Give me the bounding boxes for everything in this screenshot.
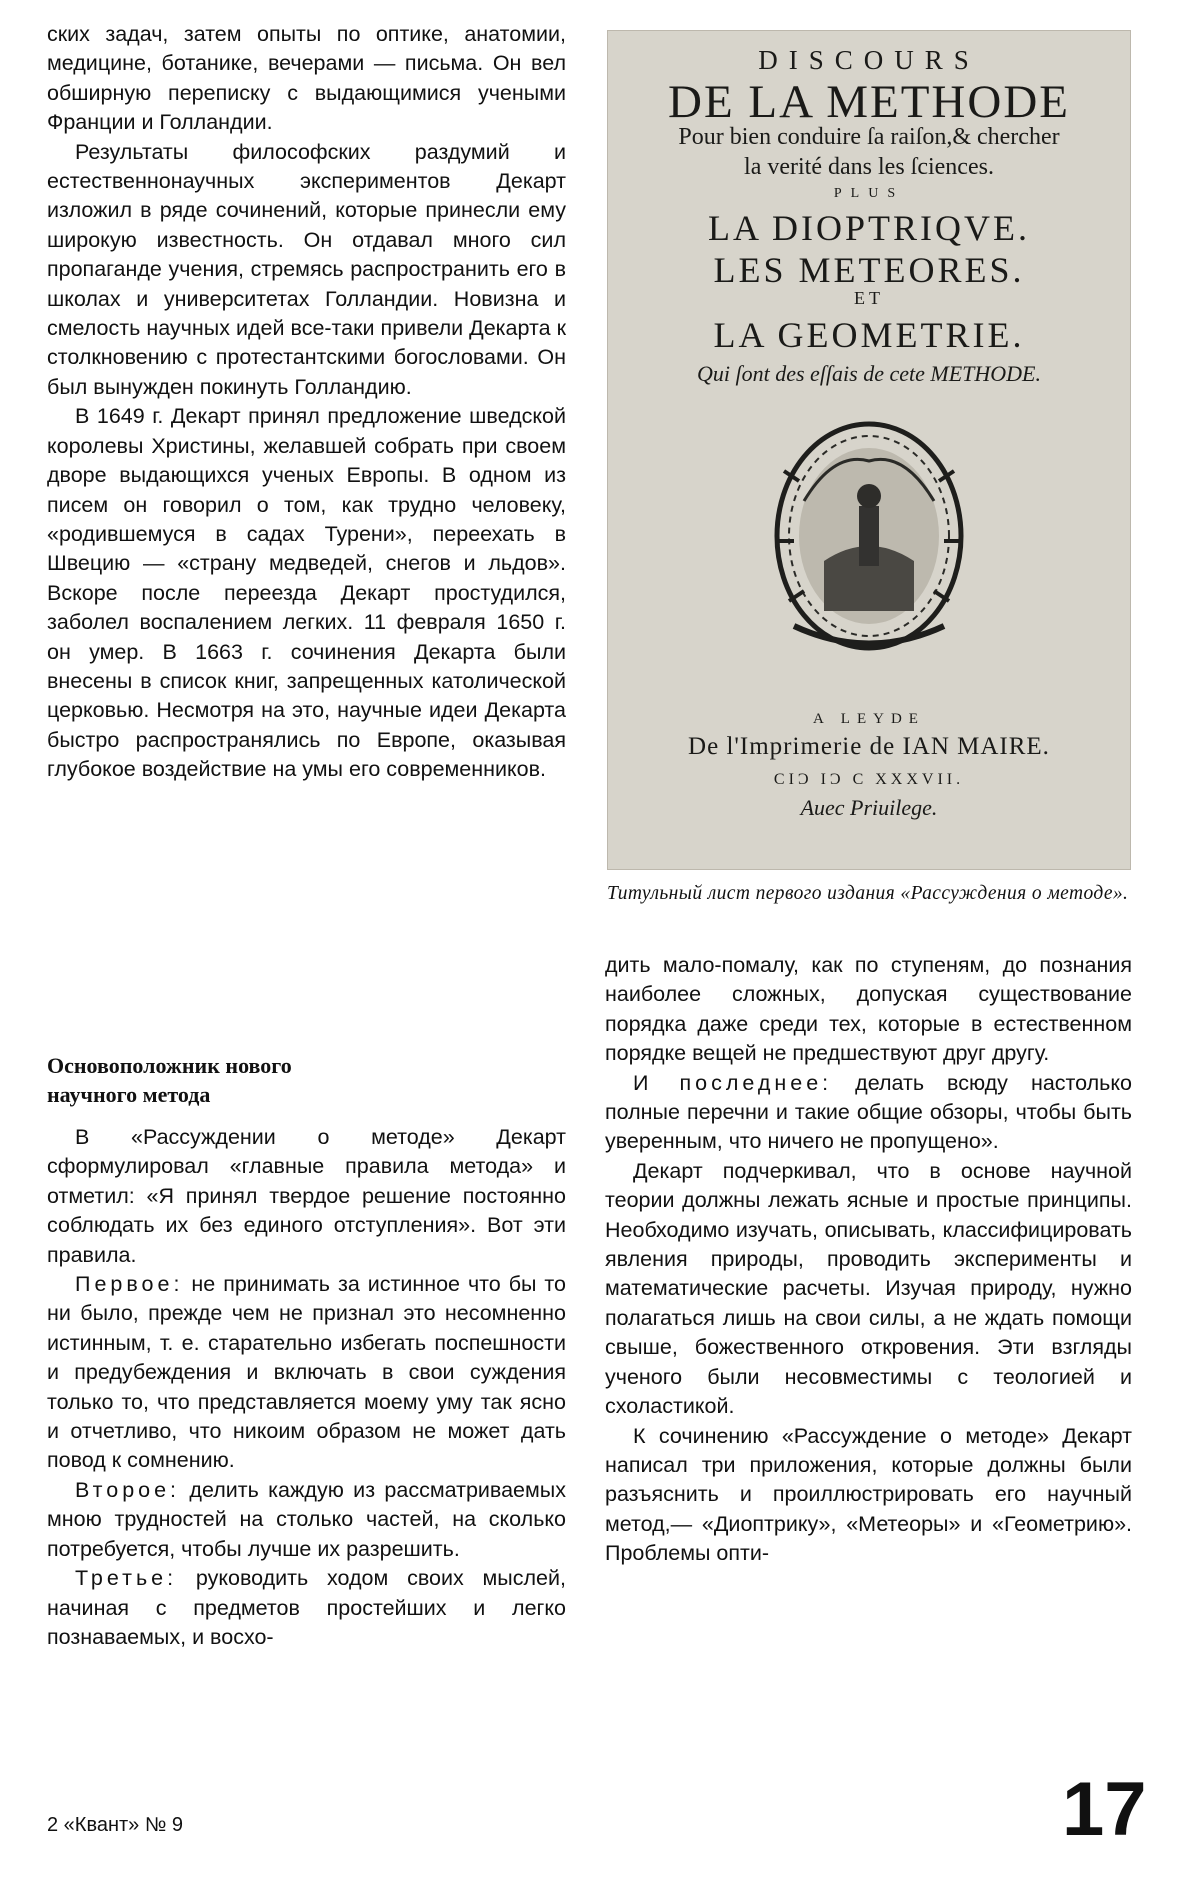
title-line: CIƆ IƆ C XXXVII.	[773, 771, 965, 788]
figure-caption: Титульный лист первого издания «Рассуждения о методе».	[607, 883, 1129, 904]
rule-label: Третье:	[75, 1566, 178, 1591]
left-column-bottom	[47, 1123, 566, 1652]
title-line: LA GEOMETRIE.	[713, 315, 1025, 355]
rule-paragraph	[47, 1476, 566, 1564]
title-line: DISCOURS	[758, 45, 980, 75]
title-line: A LEYDE	[813, 711, 925, 727]
rule-paragraph	[605, 1069, 1132, 1157]
right-column-bottom	[605, 951, 1132, 1569]
title-line: ET	[854, 288, 884, 308]
title-line: LA DIOPTRIQVE.	[708, 208, 1030, 248]
paragraph: Результаты философских раздумий и естественнонаучных экспериментов Декарт изложил в ряде сочинений, которые принесли ему широкую известность. Он отдавал много сил пропаганде учения, стремясь распространить его в школах и университетах Голландии. Новизна и смелость научных идей все-таки привели Декарта к столкновению с протестантскими богословами. Он был вынужден покинуть Голландию.	[47, 139, 566, 399]
title-line: PLUS	[833, 186, 905, 201]
left-column-top	[47, 20, 566, 785]
rule-text: не принимать за истинное что бы то ни было, прежде чем не признал это несомненно истинным, т. е. старательно избегать поспешности и предубеждения и включать в свои суждения только то, что представляется моему уму так ясно и отчетливо, что никоим образом не может дать повод к сомнению.	[47, 1272, 566, 1473]
paragraph: Декарт подчеркивал, что в основе научной теории должны лежать ясные и простые принципы. Необходимо изучать, описывать, классифицировать явления природы, проводить эксперименты и математические расчеты. Изучая природу, нужно полагаться лишь на свои силы, а не ждать помощи свыше, божественного откровения. Эти взгляды ученого были несовместимы с теологией и схоластикой.	[605, 1158, 1132, 1419]
paragraph: ских задач, затем опыты по оптике, анатомии, медицине, ботанике, вечерами — письма. Он вел обширную переписку с выдающимися учеными Франции и Голландии.	[47, 22, 566, 135]
paragraph: К сочинению «Рассуждение о методе» Декарт написал три приложения, которые должны были разъяснить и проиллюстрировать его научный метод,— «Диоптрику», «Метеоры» и «Геометрию». Проблемы опти-	[605, 1423, 1132, 1566]
title-line: Pour bien conduire ſa raiſon,& chercher	[678, 124, 1060, 150]
section-heading-line: научного метода	[47, 1082, 211, 1107]
title-line: DE LA METHODE	[668, 76, 1070, 128]
title-line: Auec Priuilege.	[800, 795, 938, 820]
rule-label: Первое:	[75, 1272, 184, 1297]
issue-label: 2 «Квант» № 9	[47, 1814, 183, 1836]
printer-device-emblem	[764, 411, 974, 671]
rule-label: И последнее:	[633, 1070, 833, 1095]
paragraph: дить мало-помалу, как по ступеням, до познания наиболее сложных, допуская существование порядка даже среди тех, которые в естественном порядке вещей не предшествуют друг другу.	[605, 953, 1132, 1066]
rule-text: руководить ходом своих мыслей, начиная с предметов простейших и легко познаваемых, и восхо-	[47, 1566, 566, 1649]
title-line: la verité dans les ſciences.	[744, 154, 994, 180]
title-line: Qui ſont des eſſais de cete METHODE.	[697, 361, 1041, 386]
title-line: LES METEORES.	[713, 250, 1025, 290]
section-heading	[47, 1051, 566, 1109]
rule-paragraph	[47, 1270, 566, 1476]
rule-paragraph	[47, 1564, 566, 1652]
title-line: De l'Imprimerie de IAN MAIRE.	[688, 733, 1050, 760]
title-page-image	[607, 30, 1131, 870]
page-number: 17	[1062, 1767, 1147, 1852]
rule-label: Второе:	[75, 1477, 181, 1502]
section-heading-line: Основоположник нового	[47, 1053, 292, 1078]
rule-text: делать всюду настолько полные перечни и такие общие обзоры, чтобы быть уверенным, что ничего не пропущено».	[605, 1070, 1132, 1154]
paragraph: В 1649 г. Декарт принял предложение шведской королевы Христины, желавшей собрать при своем дворе выдающихся ученых Европы. В одном из писем он говорил о том, как трудно человеку, «родившемуся в садах Турени», переехать в Швецию — «страну медведей, снегов и льдов». Вскоре после переезда Декарт простудился, заболел воспалением легких. 11 февраля 1650 г. он умер. В 1663 г. сочинения Декарта были внесены в список книг, запрещенных католической церковью. Несмотря на это, научные идеи Декарта быстро распространялись по Европе, оказывая глубокое воздействие на умы его современников.	[47, 404, 566, 782]
paragraph: В «Рассуждении о методе» Декарт сформулировал «главные правила метода» и отметил: «Я принял твердое решение постоянно соблюдать их без единого отступления». Вот эти правила.	[47, 1125, 566, 1267]
rule-text: делить каждую из рассматриваемых мною трудностей на столько частей, на сколько потребуется, чтобы лучше их разрешить.	[47, 1477, 566, 1561]
